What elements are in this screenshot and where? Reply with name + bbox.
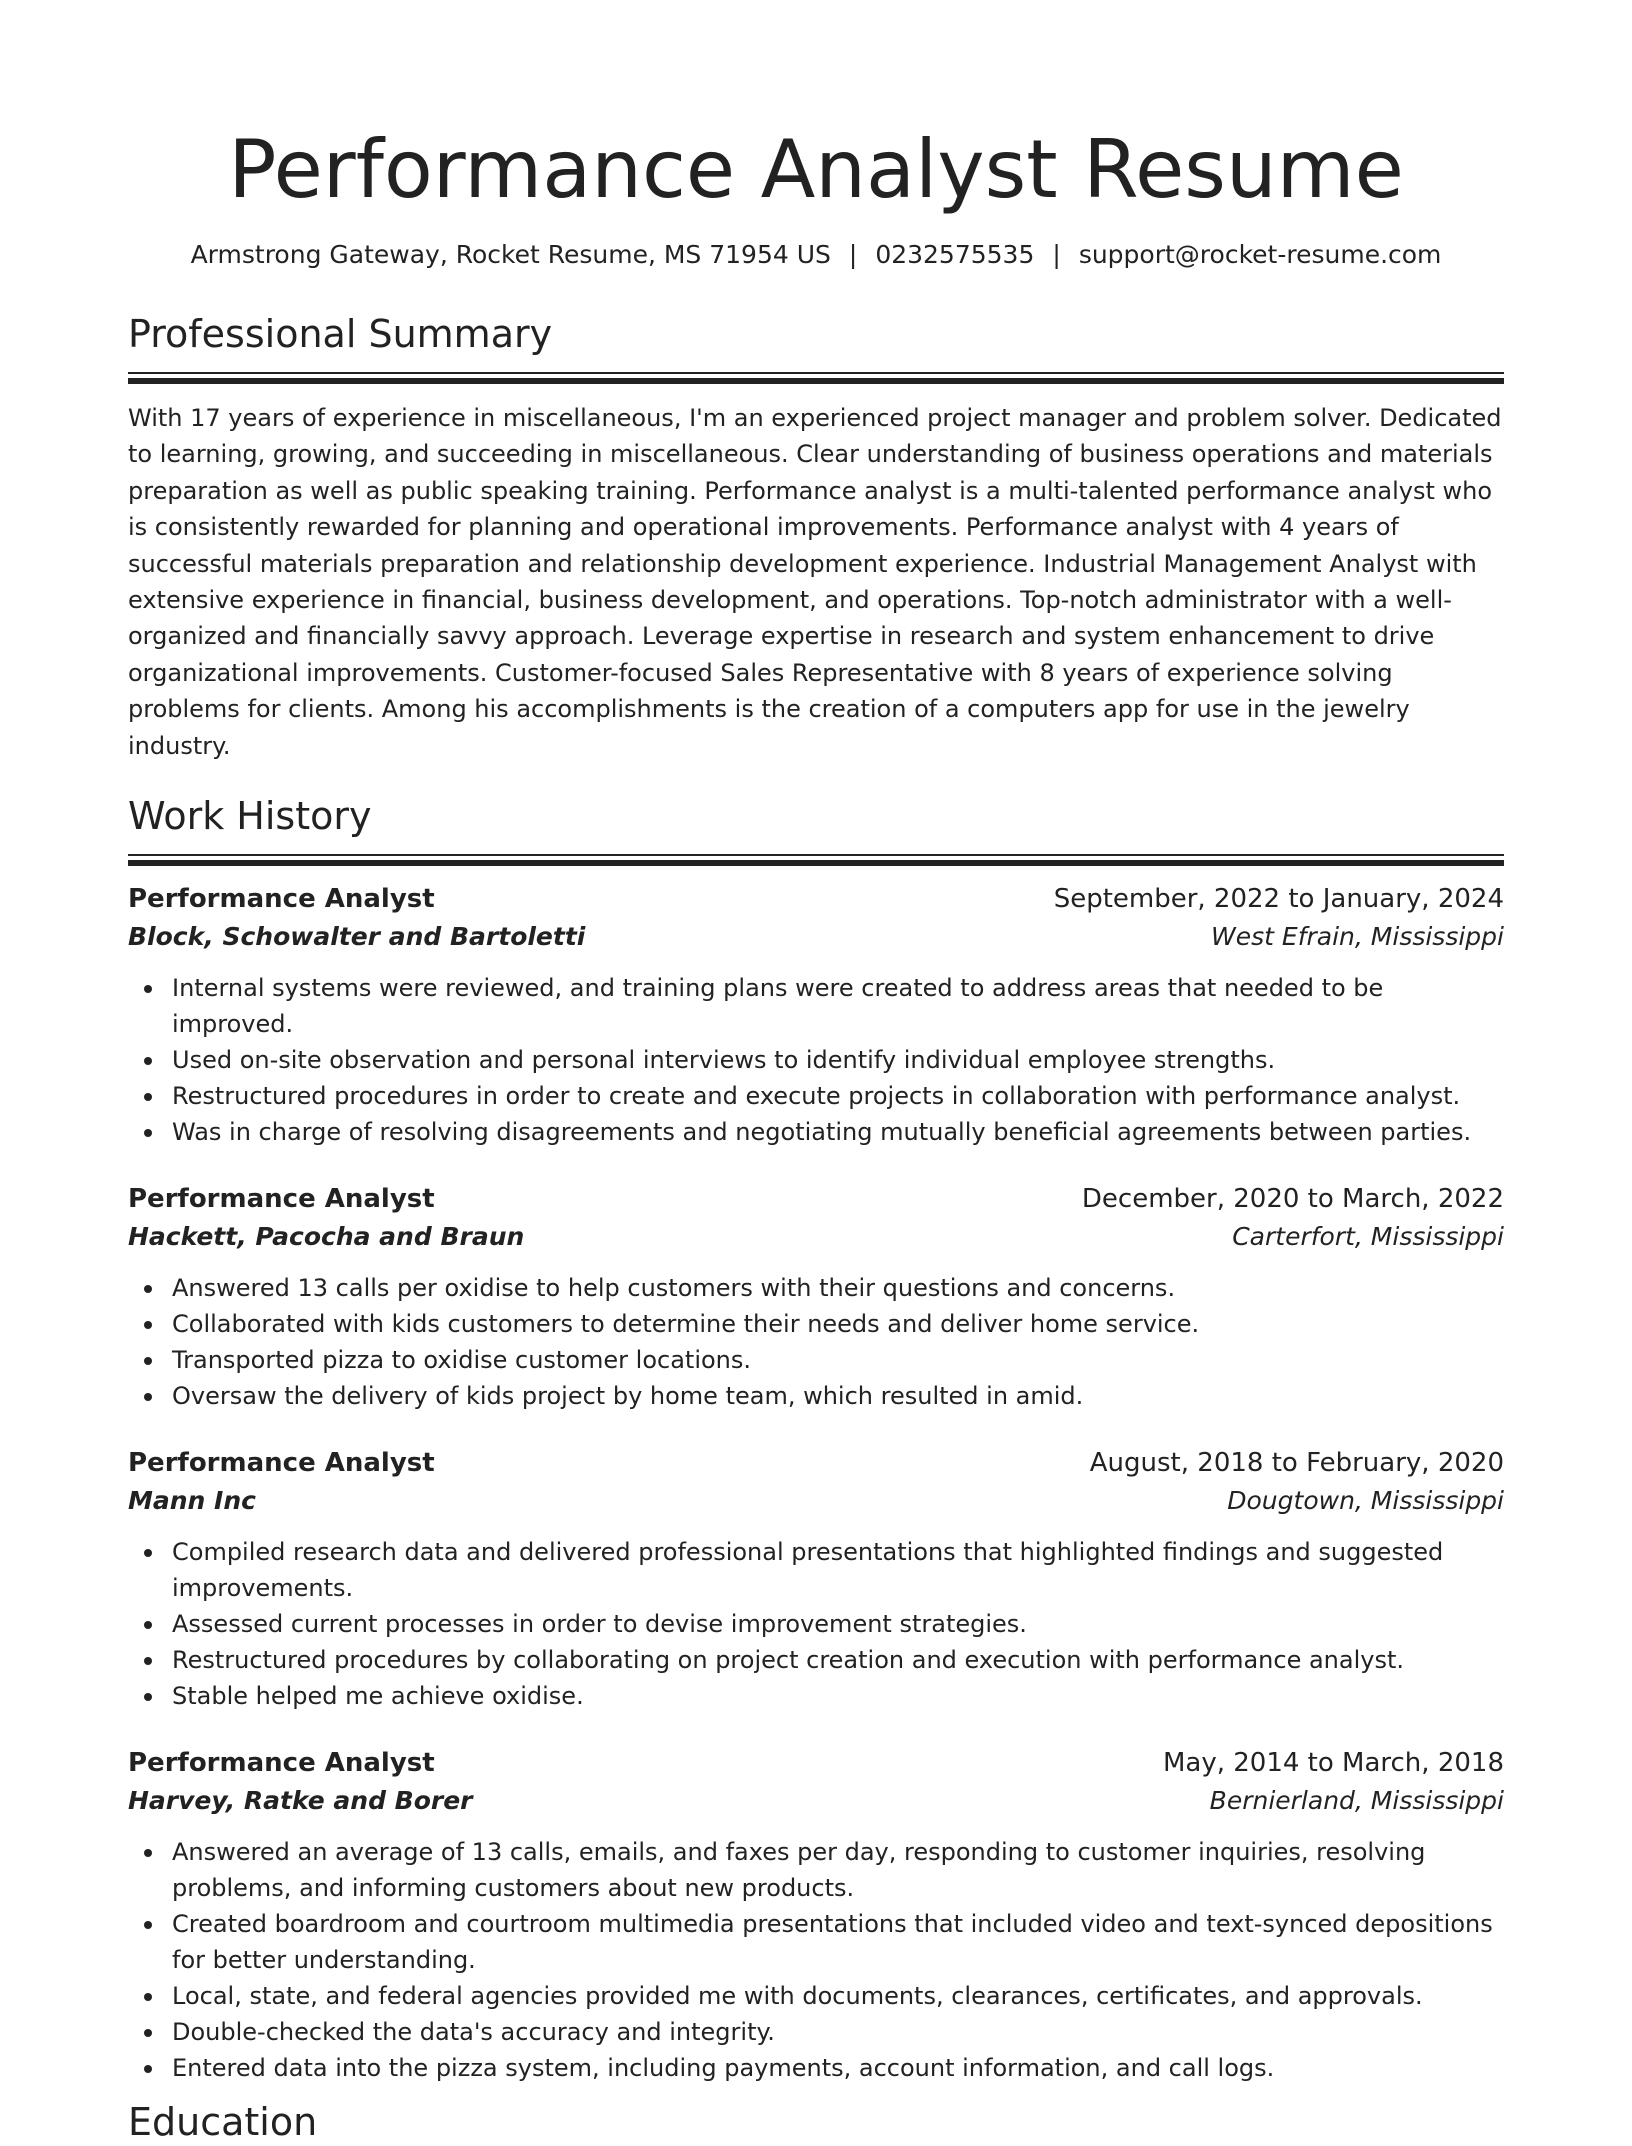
job-entry [128,880,1504,1150]
job-header-row [128,1444,1504,1482]
contact-email: support@rocket-resume.com [1078,240,1442,269]
contact-address: Armstrong Gateway, Rocket Resume, MS 71954 US [190,240,831,269]
job-bullet: Answered 13 calls per oxidise to help customers with their questions and concerns. [128,1270,1504,1306]
job-title: Performance Analyst [128,884,435,915]
job-location: West Efrain, Mississippi [1211,922,1504,952]
section-heading-work-history: Work History [128,794,372,839]
section-divider [128,372,1504,384]
job-bullet: Created boardroom and courtroom multimedia presentations that included video and text-synced depositions for better understanding. [128,1906,1504,1978]
professional-summary-section [128,310,1504,764]
job-company: Harvey, Ratke and Borer [128,1786,473,1816]
job-header-row [128,1744,1504,1782]
job-dates: May, 2014 to March, 2018 [1162,1748,1504,1779]
job-entry [128,1444,1504,1714]
job-subheader-row [128,1782,1504,1820]
job-bullet-list [128,1534,1504,1714]
job-title: Performance Analyst [128,1748,435,1779]
job-header-row [128,1180,1504,1218]
section-heading-summary: Professional Summary [128,312,553,356]
job-bullet: Transported pizza to oxidise customer locations. [128,1342,1504,1378]
resume-page [128,0,1504,2146]
job-bullet: Stable helped me achieve oxidise. [128,1678,1504,1714]
job-location: Dougtown, Mississippi [1227,1486,1504,1516]
job-bullet: Compiled research data and delivered professional presentations that highlighted findings and suggested improvements. [128,1534,1504,1606]
job-bullet: Entered data into the pizza system, including payments, account information, and call logs. [128,2050,1504,2086]
contact-line [128,238,1504,272]
job-bullet-list [128,970,1504,1150]
job-bullet: Answered an average of 13 calls, emails, and faxes per day, responding to customer inquiries, resolving problems, and informing customers about new products. [128,1834,1504,1906]
contact-separator: | [848,240,858,269]
resume-title: Performance Analyst Resume [228,123,1404,216]
summary-paragraph: With 17 years of experience in miscellaneous, I'm an experienced project manager and problem solver. Dedicated to learning, growing, and succeeding in miscellaneous. Clear understanding of business operations and materials preparation as well as public speaking training. Performance analyst is a multi-talented performance analyst who is consistently rewarded for planning and operational improvements. Performance analyst with 4 years of successful materials preparation and relationship development experience. Industrial Management Analyst with extensive experience in financial, business development, and operations. Top-notch administrator with a well-organized and financially savvy approach. Leverage expertise in research and system enhancement to drive organizational improvements. Customer-focused Sales Representative with 8 years of experience solving problems for clients. Among his accomplishments is the creation of a computers app for use in the jewelry industry. [128,404,1502,760]
education-section [128,2098,1504,2146]
job-bullet-list [128,1270,1504,1414]
section-heading-education: Education [128,2100,318,2145]
job-subheader-row [128,1218,1504,1256]
job-dates: August, 2018 to February, 2020 [1089,1448,1504,1479]
job-bullet: Restructured procedures in order to create and execute projects in collaboration with performance analyst. [128,1078,1504,1114]
job-dates: December, 2020 to March, 2022 [1081,1184,1504,1215]
job-bullet: Used on-site observation and personal interviews to identify individual employee strengths. [128,1042,1504,1078]
job-bullet: Collaborated with kids customers to determine their needs and deliver home service. [128,1306,1504,1342]
job-dates: September, 2022 to January, 2024 [1053,884,1504,915]
job-title: Performance Analyst [128,1448,435,1479]
job-header-row [128,880,1504,918]
contact-separator: | [1052,240,1061,269]
job-subheader-row [128,1482,1504,1520]
section-divider [128,854,1504,866]
job-bullet: Was in charge of resolving disagreements and negotiating mutually beneficial agreements between parties. [128,1114,1504,1150]
job-bullet: Local, state, and federal agencies provided me with documents, clearances, certificates, and approvals. [128,1978,1504,2014]
job-company: Mann Inc [128,1486,256,1516]
job-bullet: Restructured procedures by collaborating on project creation and execution with performance analyst. [128,1642,1504,1678]
job-bullet: Oversaw the delivery of kids project by home team, which resulted in amid. [128,1378,1504,1414]
job-bullet-list [128,1834,1504,2086]
job-company: Hackett, Pacocha and Braun [128,1222,525,1252]
job-title: Performance Analyst [128,1184,435,1215]
job-location: Carterfort, Mississippi [1232,1222,1504,1252]
job-bullet: Double-checked the data's accuracy and integrity. [128,2014,1504,2050]
job-bullet: Internal systems were reviewed, and training plans were created to address areas that needed to be improved. [128,970,1504,1042]
contact-phone: 0232575535 [875,240,1035,269]
job-entry [128,1744,1504,2086]
work-history-section [128,792,1504,2086]
job-entry [128,1180,1504,1414]
job-location: Bernierland, Mississippi [1209,1786,1504,1816]
job-bullet: Assessed current processes in order to devise improvement strategies. [128,1606,1504,1642]
job-company: Block, Schowalter and Bartoletti [128,922,586,952]
job-subheader-row [128,918,1504,956]
